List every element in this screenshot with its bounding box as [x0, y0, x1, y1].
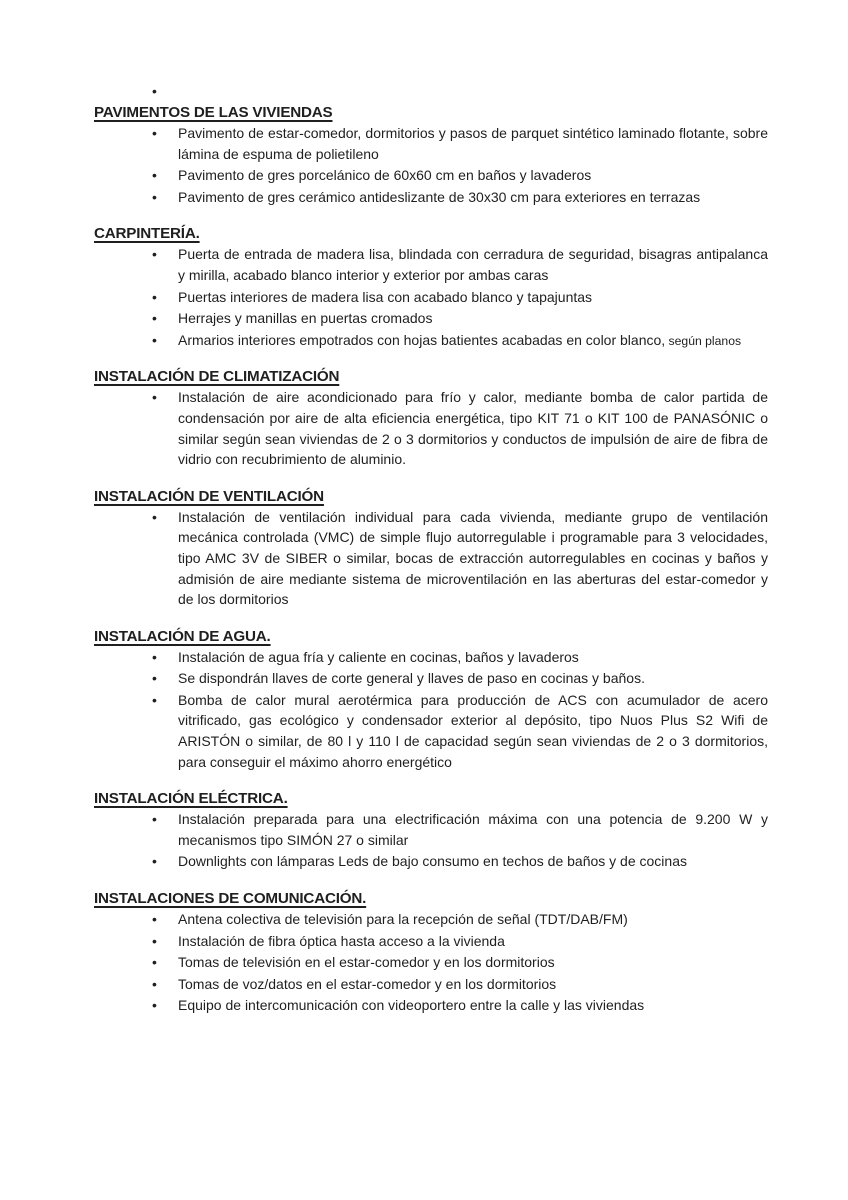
bullet-item: [94, 330, 768, 352]
bullet-item-text: Pavimento de gres cerámico antideslizante de 30x30 cm para exteriores en terrazas: [178, 188, 701, 205]
bullet-item: [94, 995, 768, 1017]
bullet-item: [94, 123, 768, 165]
bullet-item: [94, 244, 768, 286]
document-section: [94, 102, 768, 208]
bullet-icon: •: [152, 83, 157, 99]
section-title: INSTALACIÓN ELÉCTRICA.: [94, 790, 288, 808]
section-bullet-list: [94, 387, 768, 470]
section-title: PAVIMENTOS DE LAS VIVIENDAS: [94, 104, 333, 121]
bullet-item: [94, 851, 768, 873]
bullet-item-text: Se dispondrán llaves de corte general y llaves de paso en cocinas y baños.: [178, 670, 645, 687]
bullet-item-text: Pavimento de gres porcelánico de 60x60 cm en baños y lavaderos: [178, 167, 592, 184]
bullet-item-text: Puertas interiores de madera lisa con acabado blanco y tapajuntas: [178, 288, 593, 305]
bullet-item: [94, 952, 768, 974]
bullet-item-text: Instalación de fibra óptica hasta acceso a la vivienda: [178, 932, 505, 949]
document-section: [94, 223, 768, 351]
bullet-item: [94, 507, 768, 611]
bullet-item: [94, 668, 768, 690]
section-bullet-list: [94, 809, 768, 873]
section-title: INSTALACIÓN DE VENTILACIÓN: [94, 487, 324, 505]
bullet-item: [94, 809, 768, 851]
bullet-item: [94, 287, 768, 309]
document-section: [94, 788, 768, 873]
bullet-item: [94, 308, 768, 330]
bullet-item: [94, 974, 768, 996]
bullet-item-text: Instalación de ventilación individual para cada vivienda, mediante grupo de ventilación mecánica controlada (VMC) de simple flujo autorregulable i programable para 3 velocidades, tipo AMC 3V de SIBER o similar, bocas de extracción autorregulables en cocinas y baños y admisión de aire mediante sistema de microventilación en las aberturas del estar-comedor y de los dormitorios: [178, 508, 768, 608]
bullet-item: [94, 690, 768, 773]
bullet-item: [94, 387, 768, 470]
bullet-item-suffix: según planos: [665, 333, 742, 348]
section-title: INSTALACIÓN DE CLIMATIZACIÓN: [94, 368, 340, 386]
section-bullet-list: [94, 647, 768, 774]
document-section: [94, 888, 768, 1017]
document-section: [94, 486, 768, 611]
section-bullet-list: [94, 507, 768, 611]
bullet-item: [94, 647, 768, 669]
section-title: INSTALACIÓN DE AGUA.: [94, 627, 271, 645]
bullet-item: [94, 187, 768, 209]
bullet-item-text: Bomba de calor mural aerotérmica para producción de ACS con acumulador de acero vitrificado, gas ecológico y condensador exterior al depósito, tipo Nuos Plus S2 Wifi de ARISTÓN o similar, de 80 l y 110 l de capacidad según sean viviendas de 2 o 3 dormitorios, para conseguir el máximo ahorro energético: [178, 691, 768, 770]
document-section: [94, 366, 768, 470]
section-title: CARPINTERÍA.: [94, 225, 200, 243]
section-bullet-list: [94, 909, 768, 1017]
section-bullet-list: [94, 244, 768, 351]
bullet-item-text: Tomas de voz/datos en el estar-comedor y en los dormitorios: [178, 975, 557, 992]
bullet-item-text: Pavimento de estar-comedor, dormitorios y pasos de parquet sintético laminado flotante, sobre lámina de espuma de polietileno: [178, 125, 768, 162]
document-sections: [94, 102, 768, 1017]
bullet-item-text: Equipo de intercomunicación con videoportero entre la calle y las viviendas: [178, 997, 645, 1014]
bullet-item: [94, 931, 768, 953]
bullet-item-text: Instalación de agua fría y caliente en cocinas, baños y lavaderos: [178, 648, 579, 665]
document-section: [94, 626, 768, 774]
bullet-item-text: Puerta de entrada de madera lisa, blindada con cerradura de seguridad, bisagras antipalanca y mirilla, acabado blanco interior y exterior por ambas caras: [178, 246, 768, 283]
bullet-item-text: Tomas de televisión en el estar-comedor y en los dormitorios: [178, 954, 555, 971]
section-title: INSTALACIONES DE COMUNICACIÓN.: [94, 890, 367, 908]
bullet-item: [94, 165, 768, 187]
bullet-item-text: Downlights con lámparas Leds de bajo consumo en techos de baños y de cocinas: [178, 853, 687, 870]
bullet-item-text: Instalación preparada para una electrificación máxima con una potencia de 9.200 W y mecanismos tipo SIMÓN 27 o similar: [178, 811, 768, 848]
bullet-item-text: Herrajes y manillas en puertas cromados: [178, 310, 433, 327]
bullet-item-text: Instalación de aire acondicionado para frío y calor, mediante bomba de calor partida de condensación por aire de alta eficiencia energética, tipo KIT 71 o KIT 100 de PANASÓNIC o similar según sean viviendas de 2 o 3 dormitorios y conductos de impulsión de aire de fibra de vidrio con recubrimiento de aluminio.: [178, 389, 768, 468]
section-bullet-list: [94, 123, 768, 208]
bullet-item-text: Antena colectiva de televisión para la recepción de señal (TDT/DAB/FM): [178, 911, 628, 928]
bullet-item-text: Armarios interiores empotrados con hojas batientes acabadas en color blanco,: [178, 331, 666, 348]
bullet-item: [94, 909, 768, 931]
orphan-bullet-line: [94, 81, 768, 102]
